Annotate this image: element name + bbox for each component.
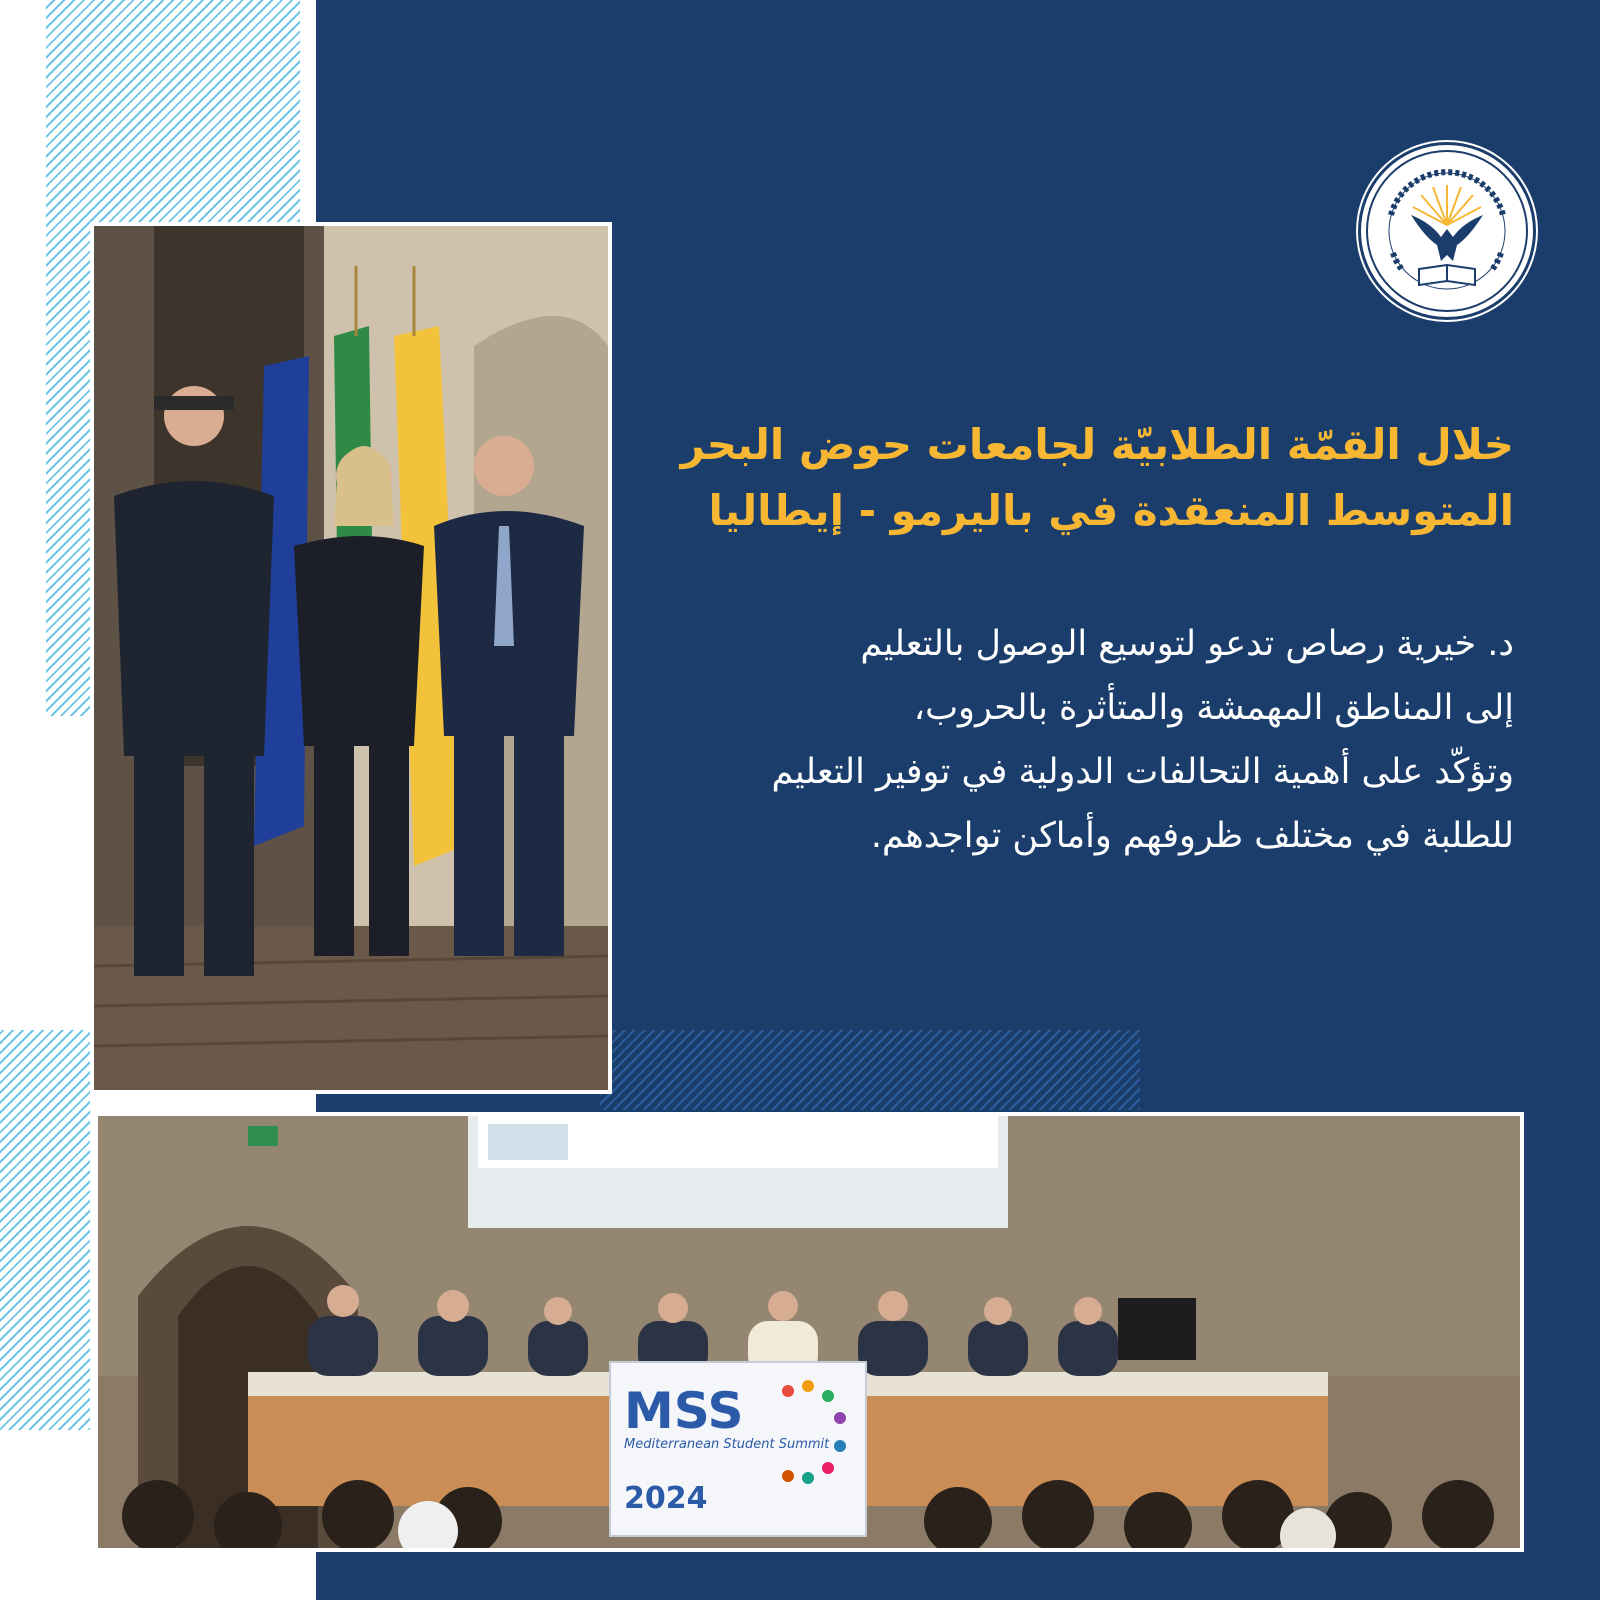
body-line-1: د. خيرية رصاص تدعو لتوسيع الوصول بالتعليم — [860, 624, 1514, 664]
conference-photo — [94, 1112, 1524, 1552]
headline — [634, 412, 1514, 544]
banner-year: 2024 — [624, 1481, 708, 1516]
decorative-hatch-bottom-left — [0, 1030, 90, 1430]
body-text — [634, 612, 1514, 868]
banner-name: Mediterranean Student Summit — [624, 1437, 830, 1452]
decorative-hatch-middle — [600, 1030, 1140, 1110]
body-line-2: إلى المناطق المهمشة والمتأثرة بالحروب، — [913, 688, 1514, 728]
headline-line-2: المتوسط المنعقدة في باليرمو - إيطاليا — [708, 486, 1514, 535]
portrait-photo — [90, 222, 612, 1094]
body-line-3: وتؤكّد على أهمية التحالفات الدولية في توفير التعليم — [771, 752, 1514, 792]
conference-panel-image — [98, 1116, 1520, 1548]
headline-line-1: خلال القمّة الطلابيّة لجامعات حوض البحر — [680, 420, 1514, 469]
eagle-book-emblem-icon — [1361, 145, 1533, 317]
body-line-4: للطلبة في مختلف ظروفهم وأماكن تواجدهم. — [870, 816, 1514, 856]
university-logo — [1358, 142, 1536, 320]
banner-acronym: MSS — [624, 1382, 744, 1440]
three-people-with-flags-image — [94, 226, 608, 1090]
